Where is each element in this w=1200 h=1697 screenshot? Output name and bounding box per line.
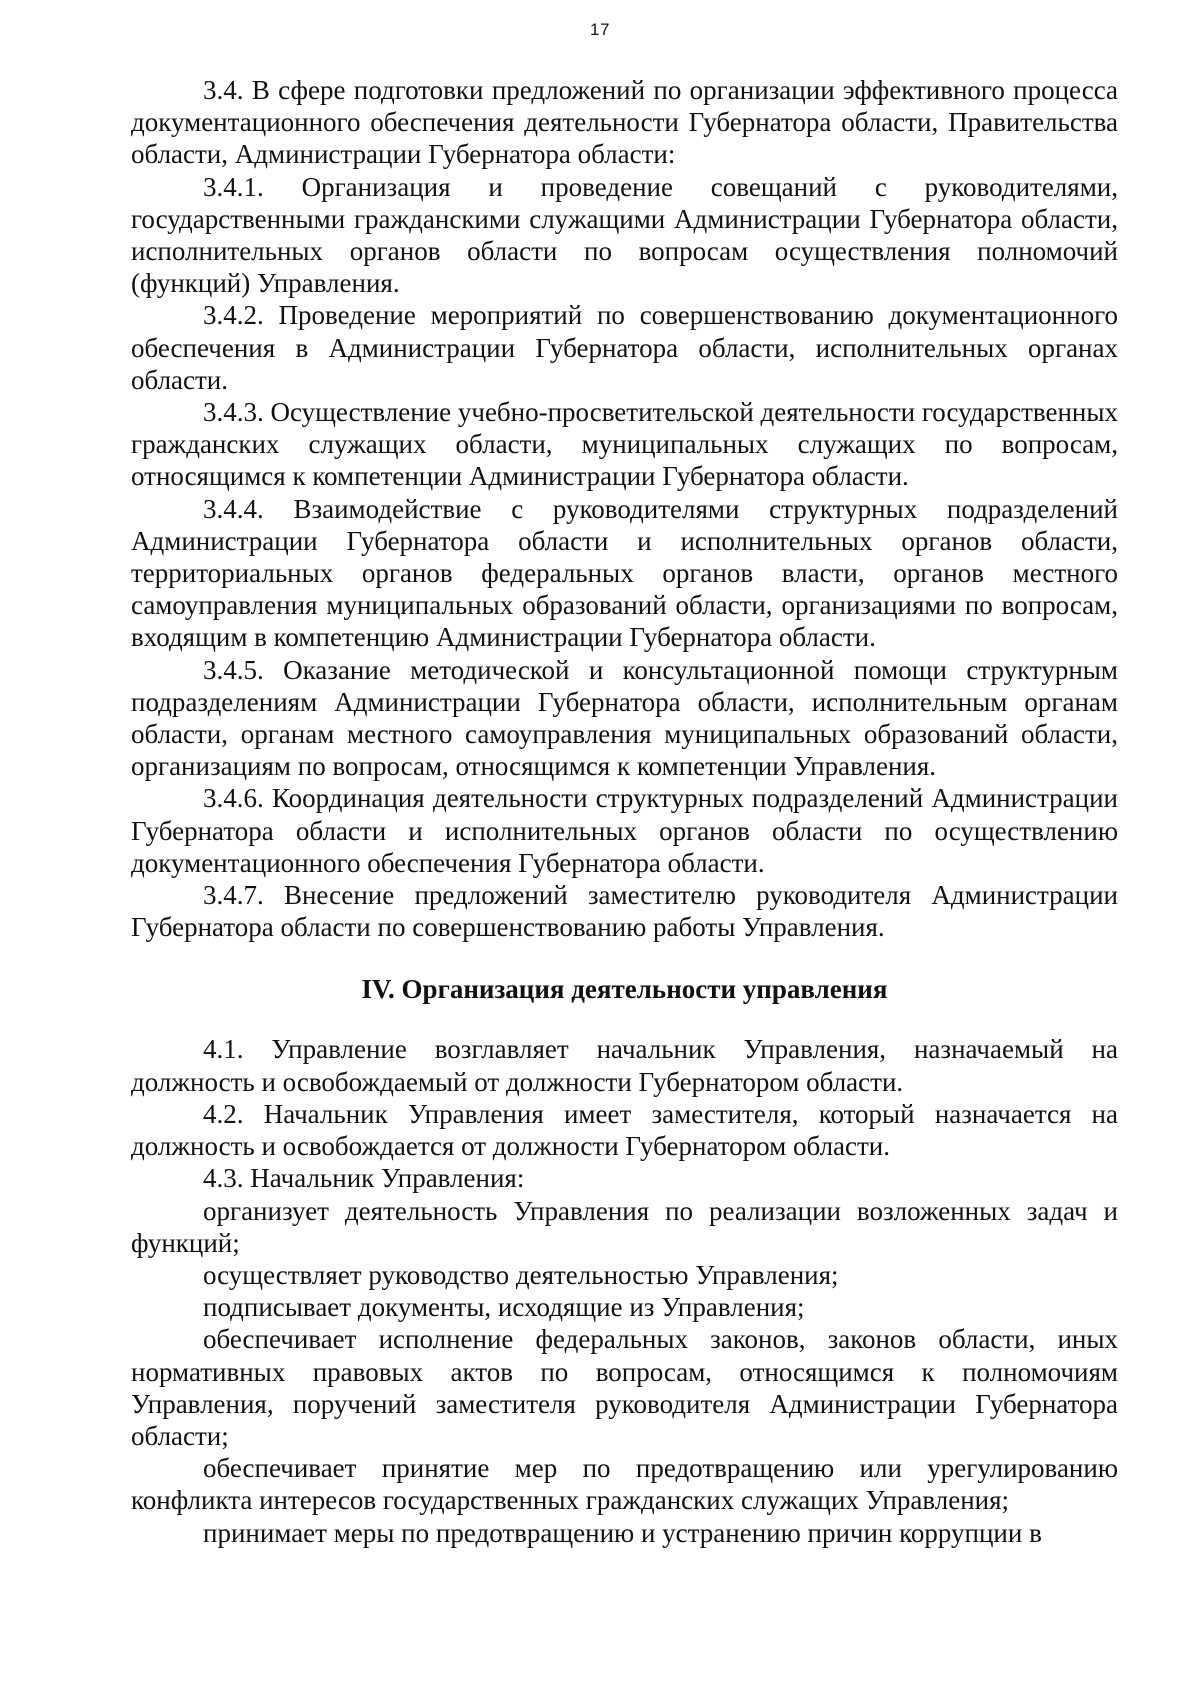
duty-item: организует деятельность Управления по реализации возложенных задач и функций; <box>131 1195 1118 1258</box>
paragraph-4-2: 4.2. Начальник Управления имеет заместителя, который назначается на должность и освобождается от должности Губернатором области. <box>131 1098 1118 1162</box>
paragraph-3-4-4: 3.4.4. Взаимодействие с руководителями структурных подразделений Администрации Губернатора области и исполнительных органов области, территориальных органов федеральных органов власти, органов местного самоуправления муниципальных образований области, организациями по вопросам, входящим в компетенцию Администрации Губернатора области. <box>131 493 1118 653</box>
duty-item: обеспечивает исполнение федеральных законов, законов области, иных нормативных правовых актов по вопросам, относящимся к полномочиям Управления, поручений заместителя руководителя Администрации Губернатора области; <box>131 1324 1118 1451</box>
duty-item: осуществляет руководство деятельностью Управления; <box>203 1259 839 1290</box>
paragraph-3-4-2: 3.4.2. Проведение мероприятий по совершенствованию документационного обеспечения в Администрации Губернатора области, исполнительных органах области. <box>131 300 1118 395</box>
paragraph-3-4-6: 3.4.6. Координация деятельности структурных подразделений Администрации Губернатора области и исполнительных органов области по осуществлению документационного обеспечения Губернатора области. <box>131 783 1118 878</box>
paragraph-4-3: 4.3. Начальник Управления: <box>203 1163 525 1194</box>
document-body <box>131 74 1118 1549</box>
duty-item: принимает меры по предотвращению и устранению причин коррупции в <box>203 1517 1042 1548</box>
page-number: 17 <box>590 20 610 39</box>
paragraph-4-1: 4.1. Управление возглавляет начальник Управления, назначаемый на должность и освобождаемый от должности Губернатором области. <box>131 1034 1118 1097</box>
paragraph-3-4-3: 3.4.3. Осуществление учебно-просветительской деятельности государственных гражданских служащих области, муниципальных служащих по вопросам, относящимся к компетенции Администрации Губернатора области. <box>131 397 1118 492</box>
paragraph-3-4-1: 3.4.1. Организация и проведение совещаний с руководителями, государственными гражданскими служащими Администрации Губернатора области, исполнительных органов области по вопросам осуществления полномочий (функций) Управления. <box>131 171 1118 299</box>
paragraph-3-4-5: 3.4.5. Оказание методической и консультационной помощи структурным подразделениям Администрации Губернатора области, исполнительным органам области, органам местного самоуправления муниципальных образований области, организациям по вопросам, относящимся к компетенции Управления. <box>131 654 1118 782</box>
section-heading: IV. Организация деятельности управления <box>361 974 888 1005</box>
duty-item: обеспечивает принятие мер по предотвращению или урегулированию конфликта интересов государственных гражданских служащих Управления; <box>131 1453 1118 1516</box>
paragraph-3-4-7: 3.4.7. Внесение предложений заместителю руководителя Администрации Губернатора области по совершенствованию работы Управления. <box>131 880 1118 943</box>
paragraph-3-4: 3.4. В сфере подготовки предложений по организации эффективного процесса документационного обеспечения деятельности Губернатора области, Правительства области, Администрации Губернатора области: <box>131 75 1118 170</box>
duty-item: подписывает документы, исходящие из Управления; <box>203 1292 805 1323</box>
